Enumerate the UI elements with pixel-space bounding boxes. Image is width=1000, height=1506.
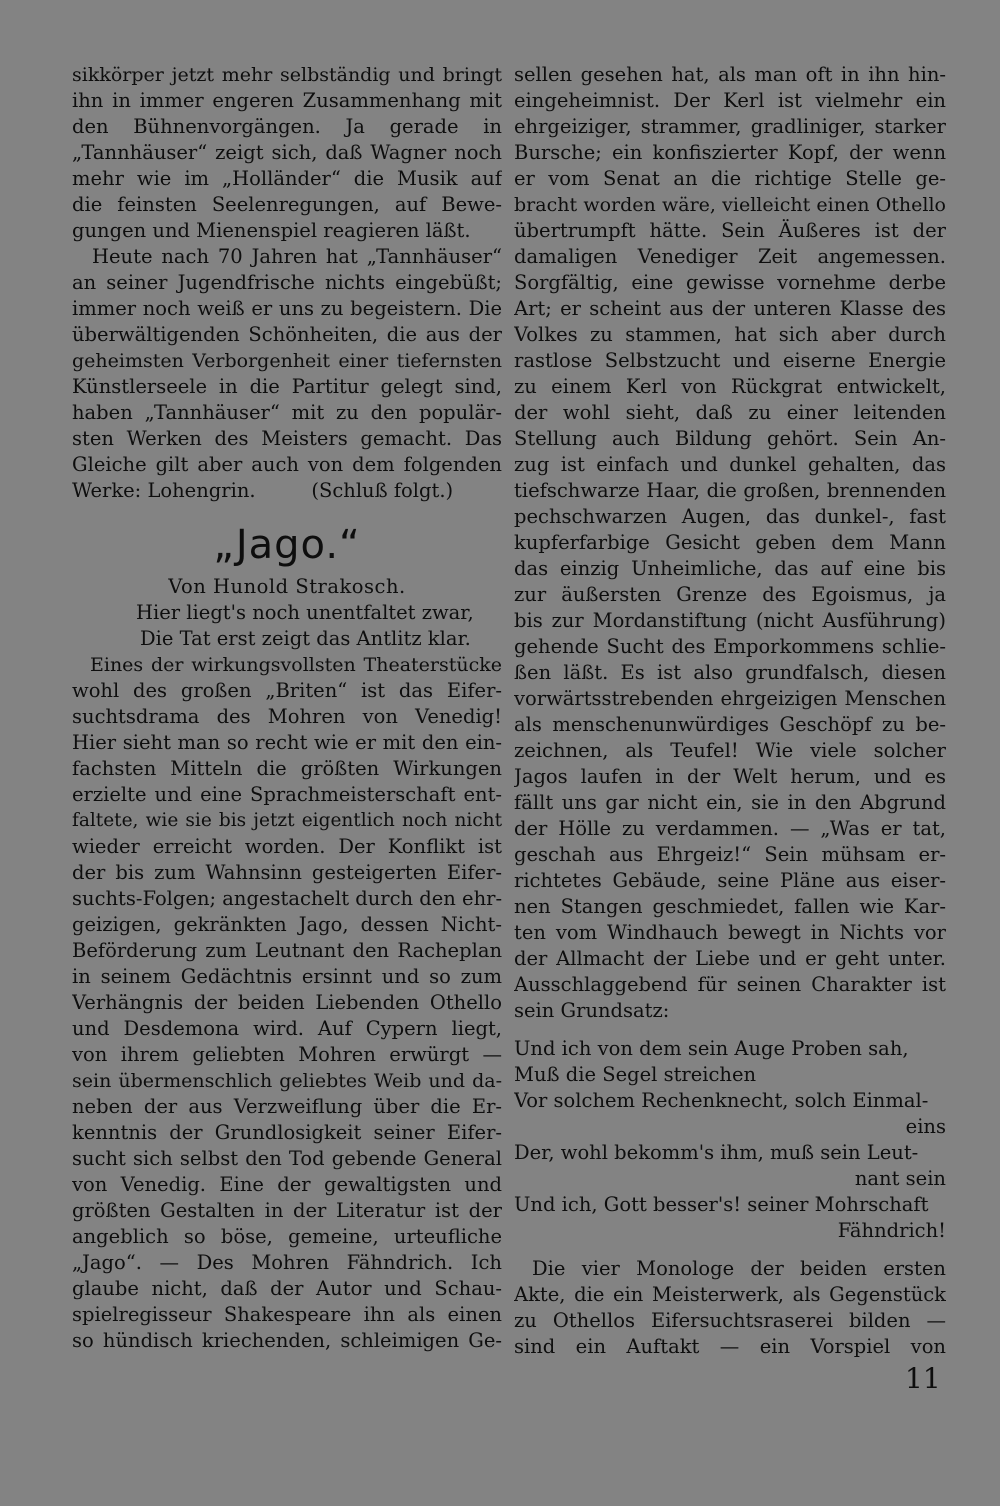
text-line: das einzig Unheimliche, das auf eine bis — [514, 557, 946, 580]
text-line: Heute nach 70 Jahren hat „Tannhäuser“ — [92, 245, 502, 268]
text-line: angeblich so böse, gemeine, urteufliche — [72, 1225, 502, 1248]
text-line: Stellung auch Bildung gehört. Sein An- — [514, 427, 946, 450]
text-line: der Hölle zu verdammen. — „Was er tat, — [514, 817, 946, 840]
text-line: überwältigenden Schönheiten, die aus der — [72, 323, 502, 346]
article2-text-right — [514, 62, 946, 1024]
text-line: Bursche; ein konfiszierter Kopf, der wenn — [514, 141, 946, 164]
verse-line: Und ich von dem sein Auge Proben sah, — [514, 1037, 909, 1060]
text-line: ihn in immer engeren Zusammenhang mit — [72, 89, 502, 112]
text-line: Verhängnis der beiden Liebenden Othello — [72, 991, 502, 1014]
text-line: der Allmacht der Liebe und er geht unter. — [514, 947, 946, 970]
article-title: „Jago.“ — [213, 522, 361, 568]
text-line: Volkes zu stammen, hat sich aber durch — [514, 323, 946, 346]
motto-line: Hier liegt's noch unentfaltet zwar, — [136, 601, 474, 624]
text-line: erzielte und eine Sprachmeisterschaft ent- — [72, 783, 502, 806]
text-line: immer noch weiß er uns zu begeistern. Die — [72, 297, 502, 320]
text-line: damaligen Venediger Zeit angemessen. — [514, 245, 946, 268]
article2-text-left — [72, 652, 502, 1354]
verse-line: Muß die Segel streichen — [514, 1063, 757, 1086]
text-line: von Venedig. Eine der gewaltigsten und — [72, 1173, 502, 1196]
text-line: übertrumpft hätte. Sein Äußeres ist der — [514, 219, 946, 242]
text-line: Ausschlaggebend für seinen Charakter ist — [514, 973, 946, 996]
text-line: tiefschwarze Haar, die großen, brennenden — [514, 479, 946, 502]
text-line: den Bühnenvorgängen. Ja gerade in — [72, 115, 502, 138]
text-line: gehende Sucht des Emporkommens schlie- — [514, 635, 946, 658]
text-line: geizigen, gekränkten Jago, dessen Nicht- — [72, 913, 502, 936]
text-line: Art; er scheint aus der unteren Klasse des — [514, 297, 946, 320]
text-line: suchts-Folgen; angestachelt durch den ehr- — [72, 887, 502, 910]
text-line: ten vom Windhauch bewegt in Nichts vor — [514, 921, 946, 944]
text-line: vorwärtsstrebenden ehrgeizigen Menschen — [514, 687, 946, 710]
text-line: an seiner Jugendfrische nichts eingebüßt; — [72, 271, 502, 294]
text-line: sein Grundsatz: — [514, 999, 670, 1022]
text-line: faltete, wie sie bis jetzt eigentlich noch nicht — [72, 810, 502, 831]
left-column — [72, 62, 502, 1354]
motto — [72, 600, 502, 652]
text-line: ehrgeiziger, strammer, gradliniger, starker — [514, 115, 946, 138]
right-column — [514, 62, 946, 1360]
article2-text-right-end — [514, 1256, 946, 1360]
text-line: Beförderung zum Leutnant den Racheplan — [72, 939, 502, 962]
text-line: fällt uns gar nicht ein, sie in den Abgrund — [514, 791, 946, 814]
text-line: der wohl sieht, daß zu einer leitenden — [514, 401, 946, 424]
motto-line: Die Tat erst zeigt das Antlitz klar. — [140, 627, 471, 650]
verse-quote — [514, 1036, 946, 1244]
text-line: zug ist einfach und dunkel gehalten, das — [514, 453, 946, 476]
text-line: richtetes Gebäude, seine Pläne aus eiser- — [514, 869, 946, 892]
text-line: „Jago“. — Des Mohren Fähndrich. Ich — [72, 1251, 502, 1274]
text-line: Sorgfältig, eine gewisse vornehme derbe — [514, 271, 946, 294]
article-author: Von Hunold Strakosch. — [168, 575, 406, 598]
text-line: „Tannhäuser“ zeigt sich, daß Wagner noch — [72, 141, 502, 164]
text-line: Gleiche gilt aber auch von dem folgenden — [72, 453, 502, 476]
text-line: pechschwarzen Augen, das dunkel-, fast — [514, 505, 946, 528]
text-line: die feinsten Seelenregungen, auf Bewe- — [72, 193, 502, 216]
text-line: fachsten Mitteln die größten Wirkungen — [72, 757, 502, 780]
verse-line: eins — [905, 1115, 946, 1138]
text-line: der bis zum Wahnsinn gesteigerten Eifer- — [72, 861, 502, 884]
text-line: sten Werken des Meisters gemacht. Das — [72, 427, 502, 450]
text-line: er vom Senat an die richtige Stelle ge- — [514, 167, 946, 190]
text-line: bis zur Mordanstiftung (nicht Ausführung) — [514, 609, 946, 632]
verse-line: Der, wohl bekomm's ihm, muß sein Leut- — [514, 1141, 919, 1164]
text-line: wieder erreicht worden. Der Konflikt ist — [72, 835, 502, 858]
text-line: eingeheimnist. Der Kerl ist vielmehr ein — [514, 89, 946, 112]
text-line: sellen gesehen hat, als man oft in ihn hin- — [514, 63, 946, 86]
text-line: sein übermenschlich geliebtes Weib und da- — [72, 1070, 502, 1092]
text-line: von ihrem geliebten Mohren erwürgt — — [72, 1043, 502, 1066]
text-line: rastlose Selbstzucht und eiserne Energie — [514, 349, 946, 372]
text-line: Jagos laufen in der Welt herum, und es — [514, 765, 946, 788]
text-line: zu einem Kerl von Rückgrat entwickelt, — [514, 375, 946, 398]
text-line: sikkörper jetzt mehr selbständig und bringt — [72, 64, 502, 86]
text-line: größten Gestalten in der Literatur ist der — [72, 1199, 502, 1222]
text-line: so hündisch kriechenden, schleimigen Ge- — [72, 1329, 502, 1352]
text-line: spielregisseur Shakespeare ihn als einen — [72, 1303, 502, 1326]
text-line: bracht worden wäre, vielleicht einen Othello — [514, 194, 946, 216]
text-line: Hier sieht man so recht wie er mit den ein- — [72, 731, 502, 754]
page-number: 11 — [905, 1362, 941, 1395]
text-line: suchtsdrama des Mohren von Venedig! — [72, 705, 502, 728]
text-line: und Desdemona wird. Auf Cypern liegt, — [72, 1017, 502, 1040]
text-line: sucht sich selbst den Tod gebende General — [72, 1147, 502, 1170]
text-line: neben der aus Verzweiflung über die Er- — [72, 1095, 502, 1118]
text-line: zur äußersten Grenze des Egoismus, ja — [514, 583, 946, 606]
text-line: gungen und Mienenspiel reagieren läßt. — [72, 219, 471, 242]
text-line: mehr wie im „Holländer“ die Musik auf — [72, 167, 502, 190]
text-line: in seinem Gedächtnis ersinnt und so zum — [72, 965, 502, 988]
article1-text — [72, 62, 502, 504]
text-line: haben „Tannhäuser“ mit zu den populär- — [72, 401, 502, 424]
text-line: zeichnen, als Teufel! Wie viele solcher — [514, 739, 946, 762]
text-line: glaube nicht, daß der Autor und Schau- — [72, 1277, 502, 1300]
text-line: Die vier Monologe der beiden ersten — [532, 1257, 946, 1280]
text-line: wohl des großen „Briten“ ist das Eifer- — [72, 679, 502, 702]
text-line: sind ein Auftakt — ein Vorspiel von — [514, 1335, 946, 1358]
text-line: nen Stangen geschmiedet, fallen wie Kar- — [514, 895, 946, 918]
verse-line: Und ich, Gott besser's! seiner Mohrschaft — [514, 1193, 929, 1216]
text-line: Künstlerseele in die Partitur gelegt sind, — [72, 375, 502, 398]
text-line: Akte, die ein Meisterwerk, als Gegenstück — [514, 1283, 946, 1306]
verse-line: Fähndrich! — [837, 1219, 946, 1242]
text-line: geschah aus Ehrgeiz!“ Sein mühsam er- — [514, 843, 946, 866]
text-line: ßen läßt. Es ist also grundfalsch, diesen — [514, 661, 946, 684]
text-line: kupferfarbige Gesicht geben dem Mann — [514, 531, 946, 554]
verse-line: nant sein — [854, 1167, 946, 1190]
verse-line: Vor solchem Rechenknecht, solch Einmal- — [514, 1089, 929, 1112]
text-line: Eines der wirkungsvollsten Theaterstücke — [90, 654, 502, 676]
text-line: geheimsten Verborgenheit einer tiefernsten — [72, 350, 502, 372]
text-line: zu Othellos Eifersuchtsraserei bilden — — [514, 1309, 946, 1332]
text-line: kenntnis der Grundlosigkeit seiner Eifer- — [72, 1121, 502, 1144]
text-line: als menschenunwürdiges Geschöpf zu be- — [514, 713, 946, 736]
text-line: Werke: Lohengrin. (Schluß folgt.) — [72, 479, 454, 502]
